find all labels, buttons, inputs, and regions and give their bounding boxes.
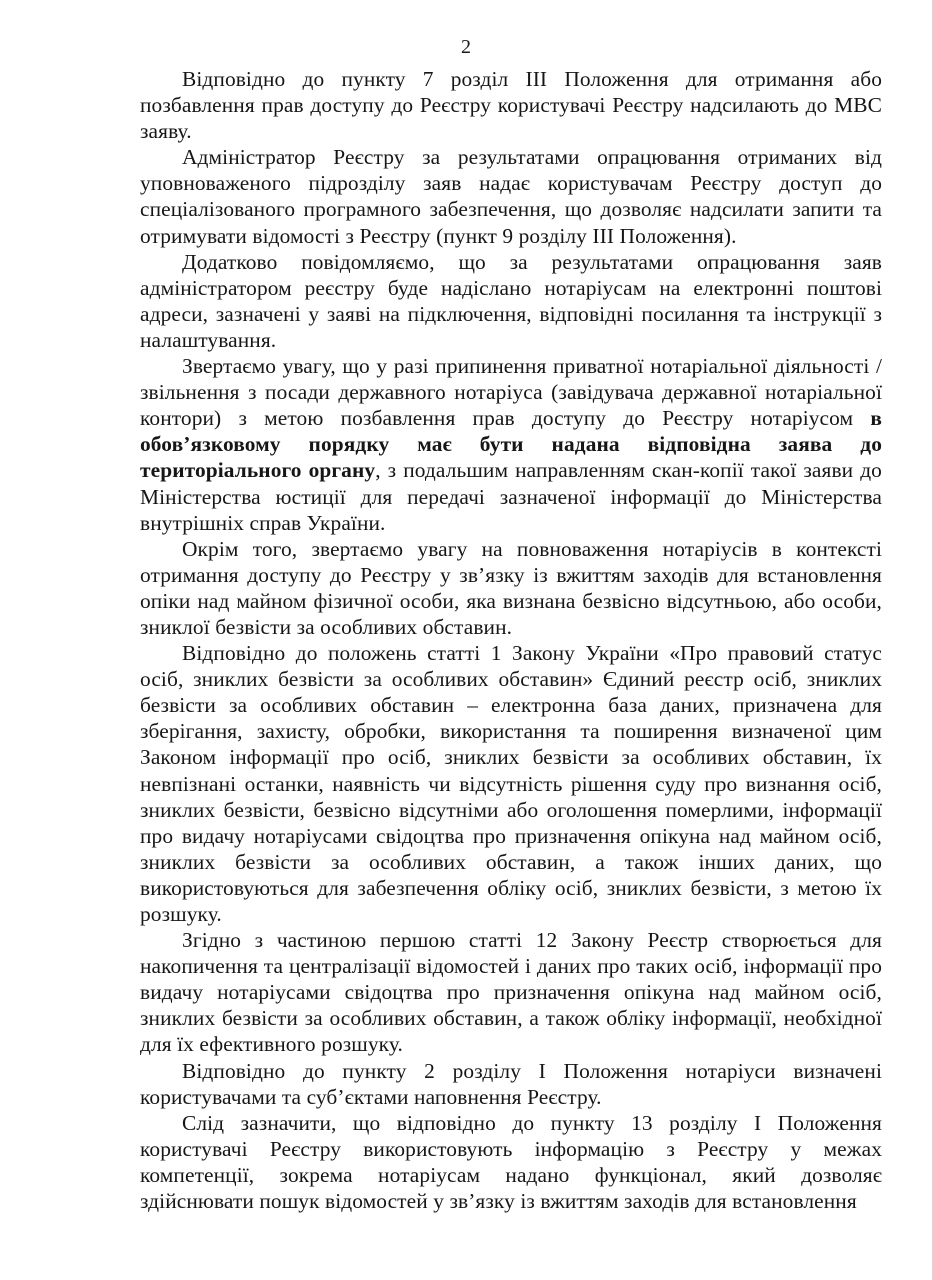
termination-text-after: , з подальшим направленням скан-копії такої заяви до Міністерства юстиції для передачі зазначеної інформації до Міністерства внутрішніх справ України. [140,458,882,535]
paragraph-law-article-1: Відповідно до положень статті 1 Закону України «Про правовий статус осіб, зниклих безвісти за особливих обставин» Єдиний реєстр осіб, зниклих безвісти за особливих обставин – електронна база даних, призначена для зберігання, захисту, обробки, використання та поширення визначеної цим Законом інформації про осіб, зниклих безвісти за особливих обставин, їх невпізнані останки, наявність чи відсутність рішення суду про визнання осіб, зниклих безвісти, безвісно відсутніми або оголошення померлими, інформації про видачу нотаріусами свідоцтва про призначення опікуна над майном осіб, зниклих безвісти за особливих обставин, а також інших даних, що використовуються для забезпечення обліку осіб, зниклих безвісти, з метою їх розшуку. [140,641,882,926]
page-number: 2 [461,36,471,58]
paragraph-termination-notice [140,353,882,536]
paragraph-email-instructions: Додатково повідомляємо, що за результатами опрацювання заяв адміністратором реєстру буде надіслано нотаріусам на електронні поштові адреси, зазначені у заяві на підключення, відповідні посилання та інструкції з налаштування. [140,249,882,352]
paragraph-registry-access-application: Відповідно до пункту 7 розділ ІІІ Положення для отримання або позбавлення прав доступу до Реєстру користувачі Реєстру надсилають до МВС заяву. [140,67,882,144]
document-body [140,66,882,1214]
termination-text-before: Звертаємо увагу, що у разі припинення приватної нотаріальної діяльності / звільнення з посади державного нотаріуса (завідувача державної нотаріальної контори) з метою позбавлення прав доступу до Реєстру нотаріусом [140,354,882,431]
paragraph-law-article-12: Згідно з частиною першою статті 12 Закону Реєстр створюється для накопичення та централізації відомостей і даних про таких осіб, інформації про видачу нотаріусами свідоцтва про призначення опікуна над майном осіб, зниклих безвісти за особливих обставин, а також обліку інформації, необхідної для їх ефективного розшуку. [140,928,882,1057]
termination-mandatory-bold: в обов’язковому порядку має бути надана відповідна заява до територіального органу [140,406,882,483]
paragraph-notaries-users: Відповідно до пункту 2 розділу І Положення нотаріуси визначені користувачами та суб’єктами наповнення Реєстру. [140,1058,882,1109]
paragraph-administrator-access: Адміністратор Реєстру за результатами опрацювання отриманих від уповноваженого підрозділу заяв надає користувачам Реєстру доступ до спеціалізованого програмного забезпечення, що дозволяє надсилати запити та отримувати відомості з Реєстру (пункт 9 розділу ІІІ Положення). [140,145,882,248]
paragraph-notary-powers: Окрім того, звертаємо увагу на повноваження нотаріусів в контексті отримання доступу до Реєстру у зв’язку із вжиттям заходів для встановлення опіки над майном фізичної особи, яка визнана безвісно відсутньою, або особи, зниклої безвісти за особливих обставин. [140,536,882,639]
paragraph-search-functionality: Слід зазначити, що відповідно до пункту 13 розділу І Положення користувачі Реєстру використовують інформацію з Реєстру у межах компетенції, зокрема нотаріусам надано функціонал, який дозволяє здійснювати пошук відомостей у зв’язку із вжиттям заходів для встановлення [140,1110,882,1214]
